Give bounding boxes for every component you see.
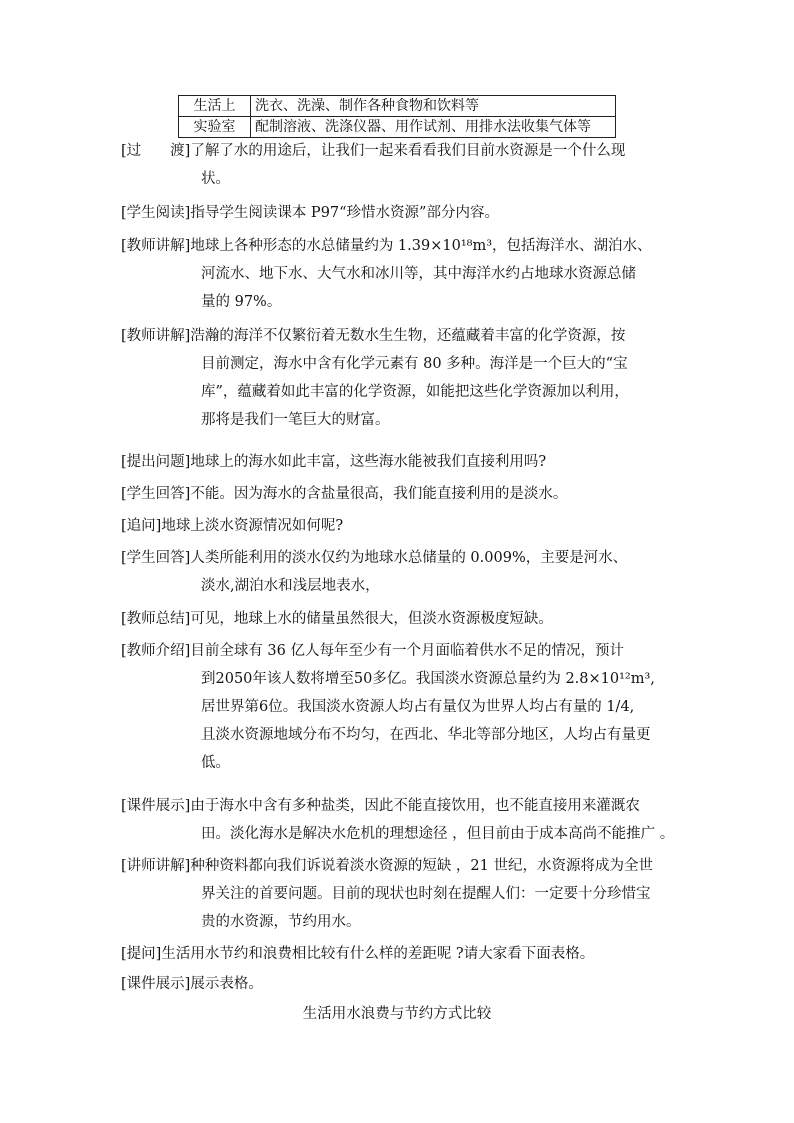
paragraph-text: 可见，地球上水的储量虽然很大，但淡水资源极度短缺。 bbox=[190, 611, 553, 627]
paragraph-tag: [教师总结] bbox=[121, 611, 191, 627]
paragraph-tag: [学生回答] bbox=[121, 486, 191, 502]
paragraph-tag: [教师介绍] bbox=[121, 643, 191, 659]
paragraph-teacher-intro bbox=[121, 637, 681, 777]
paragraph-text: 状。 bbox=[201, 171, 230, 187]
paragraph-question bbox=[121, 448, 681, 476]
paragraph-text: 河流水、地下水、大气水和冰川等，其中海洋水约占地球水资源总储 bbox=[201, 266, 636, 282]
paragraph-tag: [追问] bbox=[121, 518, 162, 534]
paragraph-text: 居世界第6位。我国淡水资源人均占有量仅为世界人均占有量的 1/4, bbox=[201, 699, 635, 715]
table-cell-value: 洗衣、洗澡、制作各种食物和饮料等 bbox=[251, 96, 616, 117]
paragraph-teacher-explain-1 bbox=[121, 232, 681, 316]
table-cell-label: 实验室 bbox=[179, 117, 251, 138]
paragraph-text: 目前全球有 36 亿人每年至少有一个月面临着供水不足的情况，预计 bbox=[190, 643, 624, 659]
table-cell-value: 配制溶液、洗涤仪器、用作试剂、用排水法收集气体等 bbox=[251, 117, 616, 138]
paragraph-teacher-summary bbox=[121, 605, 681, 633]
table-row bbox=[179, 96, 616, 117]
paragraph-text: 地球上各种形态的水总储量约为 1.39×10¹⁸m³，包括海洋水、湖泊水、 bbox=[190, 238, 652, 254]
paragraph-tag: [教师讲解] bbox=[121, 238, 191, 254]
paragraph-text: 展示表格。 bbox=[190, 976, 263, 992]
paragraph-tag: [过 渡] bbox=[121, 143, 191, 159]
paragraph-text: 量的 97%。 bbox=[201, 294, 282, 310]
paragraph-student-answer-2 bbox=[121, 544, 681, 600]
paragraph-tag: [提问] bbox=[121, 946, 162, 962]
paragraph-text: 生活用水节约和浪费相比较有什么样的差距呢 ?请大家看下面表格。 bbox=[161, 946, 595, 962]
paragraph-tag: [提出问题] bbox=[121, 454, 191, 470]
water-usage-table bbox=[178, 95, 616, 138]
paragraph-text: 贵的水资源，节约用水。 bbox=[201, 914, 361, 930]
table-caption: 生活用水浪费与节约方式比较 bbox=[302, 1006, 492, 1022]
paragraph-text: 浩瀚的海洋不仅繁衍着无数水生生物，还蕴藏着丰富的化学资源，按 bbox=[190, 328, 626, 344]
paragraph-tag: [学生回答] bbox=[121, 550, 191, 566]
paragraph-text: 目前测定，海水中含有化学元素有 80 多种。海洋是一个巨大的“宝 bbox=[201, 356, 628, 372]
paragraph-text: 到2050年该人数将增至50多亿。我国淡水资源总量约为 2.8×10¹²m³, bbox=[201, 671, 655, 687]
paragraph-text: 地球上淡水资源情况如何呢? bbox=[161, 518, 344, 534]
paragraph-text: 不能。因为海水的含盐量很高，我们能直接利用的是淡水。 bbox=[190, 486, 568, 502]
paragraph-text: 且淡水资源地域分布不均匀，在西北、华北等部分地区，人均占有量更 bbox=[201, 727, 651, 743]
paragraph-text: 库”，蕴藏着如此丰富的化学资源，如能把这些化学资源加以利用， bbox=[201, 384, 629, 400]
paragraph-text: 了解了水的用途后，让我们一起来看看我们目前水资源是一个什么现 bbox=[190, 143, 626, 159]
paragraph-student-reading bbox=[121, 199, 681, 227]
paragraph-text: 界关注的首要问题。目前的现状也时刻在提醒人们：一定要十分珍惜宝 bbox=[201, 886, 651, 902]
paragraph-lecturer-explain bbox=[121, 852, 681, 936]
paragraph-tag: [学生阅读] bbox=[121, 205, 191, 221]
paragraph-text: 那将是我们一笔巨大的财富。 bbox=[201, 412, 390, 428]
paragraph-ask bbox=[121, 940, 681, 968]
paragraph-text: 地球上的海水如此丰富，这些海水能被我们直接利用吗? bbox=[190, 454, 547, 470]
paragraph-text: 种种资料都向我们诉说着淡水资源的短缺 ，21 世纪，水资源将成为全世 bbox=[190, 858, 653, 874]
table-cell-label: 生活上 bbox=[179, 96, 251, 117]
paragraph-tag: [教师讲解] bbox=[121, 328, 191, 344]
paragraph-courseware-1 bbox=[121, 792, 681, 848]
paragraph-tag: [课件展示] bbox=[121, 976, 191, 992]
paragraph-follow-up bbox=[121, 512, 681, 540]
paragraph-teacher-explain-2 bbox=[121, 322, 681, 434]
paragraph-courseware-2 bbox=[121, 970, 681, 998]
table-row bbox=[179, 117, 616, 138]
paragraph-text: 指导学生阅读课本 P97“珍惜水资源”部分内容。 bbox=[190, 205, 499, 221]
paragraph-text: 低。 bbox=[201, 755, 230, 771]
paragraph-tag: [课件展示] bbox=[121, 798, 191, 814]
paragraph-student-answer-1 bbox=[121, 480, 681, 508]
paragraph-transition bbox=[121, 137, 681, 193]
paragraph-text: 淡水,湖泊水和浅层地表水， bbox=[201, 578, 380, 594]
paragraph-text: 由于海水中含有多种盐类，因此不能直接饮用，也不能直接用来灌溉农 bbox=[190, 798, 640, 814]
paragraph-tag: [讲师讲解] bbox=[121, 858, 191, 874]
paragraph-text: 人类所能利用的淡水仅约为地球水总储量的 0.009%，主要是河水、 bbox=[190, 550, 628, 566]
paragraph-text: 田。淡化海水是解决水危机的理想途径 ，但目前由于成本高尚不能推广 。 bbox=[201, 826, 675, 842]
